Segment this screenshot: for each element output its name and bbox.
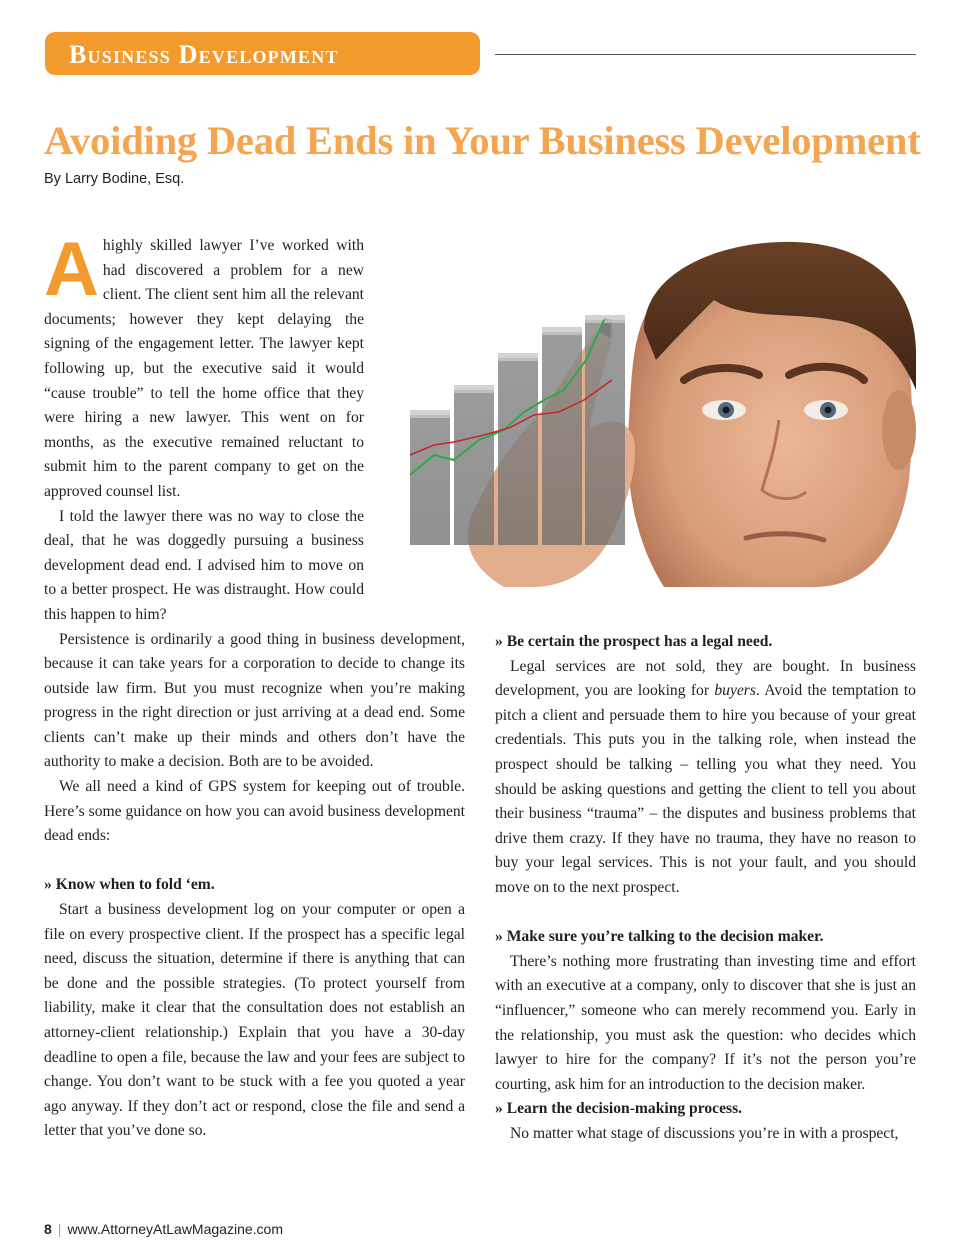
article-photo	[394, 240, 916, 587]
paragraph-5: Start a business development log on your computer or open a file on every prospective client. If the prospect has a specific legal need, discuss the situation, determine if there is anything that can be done and the possible strategies. (To protect yourself from liability, make it clear that the consultation does not establish an attorney-client relationship.) Explain that you have a 30-day deadline to open a file, because the law and your fees are subject to change. You don’t want to be stuck with a fee you quoted a year ago anyway. If they don’t act or respond, close the file and send a letter that you’ve done so.	[44, 901, 465, 1140]
paragraph-3: Persistence is ordinarily a good thing in business development, because it can take years for a corporation to decide to change its outside law firm. But you must recognize when you’re making progress in the right direction or just arriving at a dead end. Some clients can’t make up their minds and others don’t have the authority to make a decision. Both are to be avoided.	[44, 630, 465, 771]
footer-url[interactable]: www.AttorneyAtLawMagazine.com	[67, 1221, 283, 1237]
paragraph-7: There’s nothing more frustrating than investing time and effort with an executive at a company, only to discover that she is just an “influencer,” someone who can merely recommend you. Early in the relationship, you must ask the question: who decides which lawyer to hire for the company? If it’s not the person you’re courting, ask him for an introduction to the decision maker.	[495, 952, 916, 1093]
subhead-decision-maker: » Make sure you’re talking to the decision maker.	[495, 928, 824, 946]
page-number: 8	[44, 1221, 52, 1237]
paragraph-2: I told the lawyer there was no way to close the deal, that he was doggedly pursuing a business development dead end. I advised him to move on to a better prospect. He was distraught. How could this happen to him?	[44, 507, 364, 623]
intro-paragraph: Ahighly skilled lawyer I’ve worked with had discovered a problem for a new client. The client sent him all the relevant documents; however they kept delaying the signing of the engagement letter. The lawyer kept following up, but the executive said it would “cause trouble” to tell the home office that they were hiring a new lawyer. This went on for months, as the executive remained reluctant to submit him to the parent company to get on the approved counsel list.	[44, 227, 364, 500]
subhead-know-when-to-fold: » Know when to fold ‘em.	[44, 876, 215, 894]
drop-cap: A	[44, 227, 99, 312]
section-label: Business Development	[69, 40, 339, 69]
byline: By Larry Bodine, Esq.	[44, 171, 185, 187]
header-rule	[495, 54, 916, 55]
footer-separator: |	[57, 1221, 62, 1237]
page-footer	[44, 1221, 283, 1237]
paragraph-4: We all need a kind of GPS system for keeping out of trouble. Here’s some guidance on how you can avoid business development dead ends:	[44, 778, 465, 845]
right-column	[495, 630, 916, 1146]
man-with-chart-illustration	[394, 240, 916, 587]
article-title: Avoiding Dead Ends in Your Business Development	[44, 118, 921, 163]
narrow-block	[44, 227, 364, 628]
subhead-decision-process: » Learn the decision-making process.	[495, 1100, 743, 1118]
paragraph-8: No matter what stage of discussions you’re in with a prospect,	[510, 1124, 899, 1142]
subhead-legal-need: » Be certain the prospect has a legal need.	[495, 633, 773, 650]
section-tab	[45, 32, 480, 75]
paragraph-6: Legal services are not sold, they are bought. In business development, you are looking for buyers. Avoid the temptation to pitch a client and persuade them to hire you because of your great credentials. This puts you in the talking role, when instead the prospect should be talking – telling you what they need. You should be asking questions and getting the client to tell you about their business “trauma” – the disputes and business problems that drive them crazy. If they have no trauma, they have no reason to buy your legal services. This is not your fault, and you should move on to the next prospect.	[495, 657, 916, 896]
